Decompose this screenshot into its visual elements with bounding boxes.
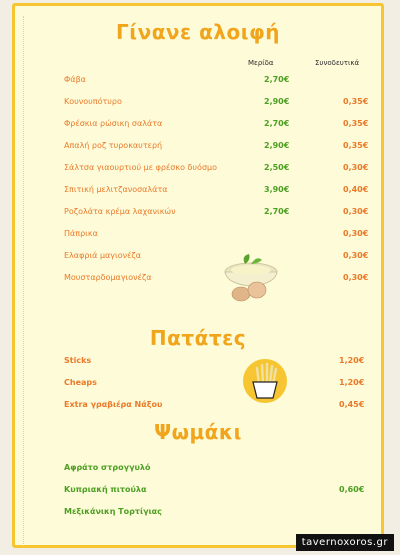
item-name: Μεξικάνικη Τορτίγιας bbox=[64, 507, 162, 516]
item-name: Σάλτσα γιαουρτιού με φρέσκο δυόσμο bbox=[64, 163, 218, 172]
item-portion-price: 2,70€ bbox=[264, 75, 290, 84]
menu-row bbox=[15, 229, 381, 241]
menu-row bbox=[15, 356, 381, 368]
item-side-price: 0,40€ bbox=[343, 185, 369, 194]
item-name: Κουνουπότυρο bbox=[64, 97, 122, 106]
item-name: Πάπρικα bbox=[64, 229, 98, 238]
item-name: Σπιτική μελιτζανοσαλάτα bbox=[64, 185, 168, 194]
menu-row bbox=[15, 75, 381, 87]
item-name: Μουσταρδομαγιονέζα bbox=[64, 273, 152, 282]
potatoes-title: Πατάτες bbox=[149, 326, 247, 350]
menu-row bbox=[15, 507, 381, 519]
item-side-price: 0,35€ bbox=[343, 97, 369, 106]
item-name: Extra γραβιέρα Νάξου bbox=[64, 400, 163, 409]
item-side-price: 0,30€ bbox=[343, 207, 369, 216]
item-name: Απαλή ροζ τυροκαυτερή bbox=[64, 141, 163, 150]
item-side-price: 0,35€ bbox=[343, 141, 369, 150]
menu-row bbox=[15, 207, 381, 219]
item-portion-price: 2,90€ bbox=[264, 97, 290, 106]
item-portion-price: 3,90€ bbox=[264, 185, 290, 194]
item-portion-price: 2,70€ bbox=[264, 119, 290, 128]
item-side-price: 1,20€ bbox=[339, 378, 365, 387]
item-name: Ροζολάτα κρέμα λαχανικών bbox=[64, 207, 176, 216]
item-side-price: 0,30€ bbox=[343, 251, 369, 260]
menu-row bbox=[15, 251, 381, 263]
menu-row bbox=[15, 185, 381, 197]
menu-row bbox=[15, 463, 381, 475]
item-name: Φρέσκια ρώσικη σαλάτα bbox=[64, 119, 163, 128]
portion-column-header: Μερίδα bbox=[248, 59, 274, 67]
item-portion-price: 2,50€ bbox=[264, 163, 290, 172]
item-name: Αφράτο στρογγυλό bbox=[64, 463, 151, 472]
item-name: Φάβα bbox=[64, 75, 86, 84]
item-side-price: 0,30€ bbox=[343, 229, 369, 238]
item-side-price: 0,30€ bbox=[343, 273, 369, 282]
menu-page bbox=[12, 3, 384, 548]
menu-row bbox=[15, 141, 381, 153]
item-name: Cheaps bbox=[64, 378, 97, 387]
item-name: Κυπριακή πιτούλα bbox=[64, 485, 147, 494]
item-portion-price: 2,70€ bbox=[264, 207, 290, 216]
menu-row bbox=[15, 119, 381, 131]
menu-row bbox=[15, 273, 381, 285]
bread-title: Ψωμάκι bbox=[154, 420, 242, 444]
item-side-price: 0,45€ bbox=[339, 400, 365, 409]
item-portion-price: 2,90€ bbox=[264, 141, 290, 150]
mayo-bowl-icon bbox=[211, 244, 291, 306]
item-side-price: 0,60€ bbox=[339, 485, 365, 494]
fries-icon bbox=[241, 356, 289, 406]
item-side-price: 1,20€ bbox=[339, 356, 365, 365]
dips-title: Γίνανε αλοιφή bbox=[116, 20, 280, 44]
menu-row bbox=[15, 485, 381, 497]
item-side-price: 0,35€ bbox=[343, 119, 369, 128]
watermark-label: tavernoxoros.gr bbox=[296, 534, 394, 551]
item-side-price: 0,30€ bbox=[343, 163, 369, 172]
menu-row bbox=[15, 163, 381, 175]
item-name: Ελαφριά μαγιονέζα bbox=[64, 251, 142, 260]
side-column-header: Συνοδευτικά bbox=[315, 59, 360, 67]
menu-row bbox=[15, 378, 381, 390]
menu-row bbox=[15, 97, 381, 109]
item-name: Sticks bbox=[64, 356, 92, 365]
menu-row bbox=[15, 400, 381, 412]
